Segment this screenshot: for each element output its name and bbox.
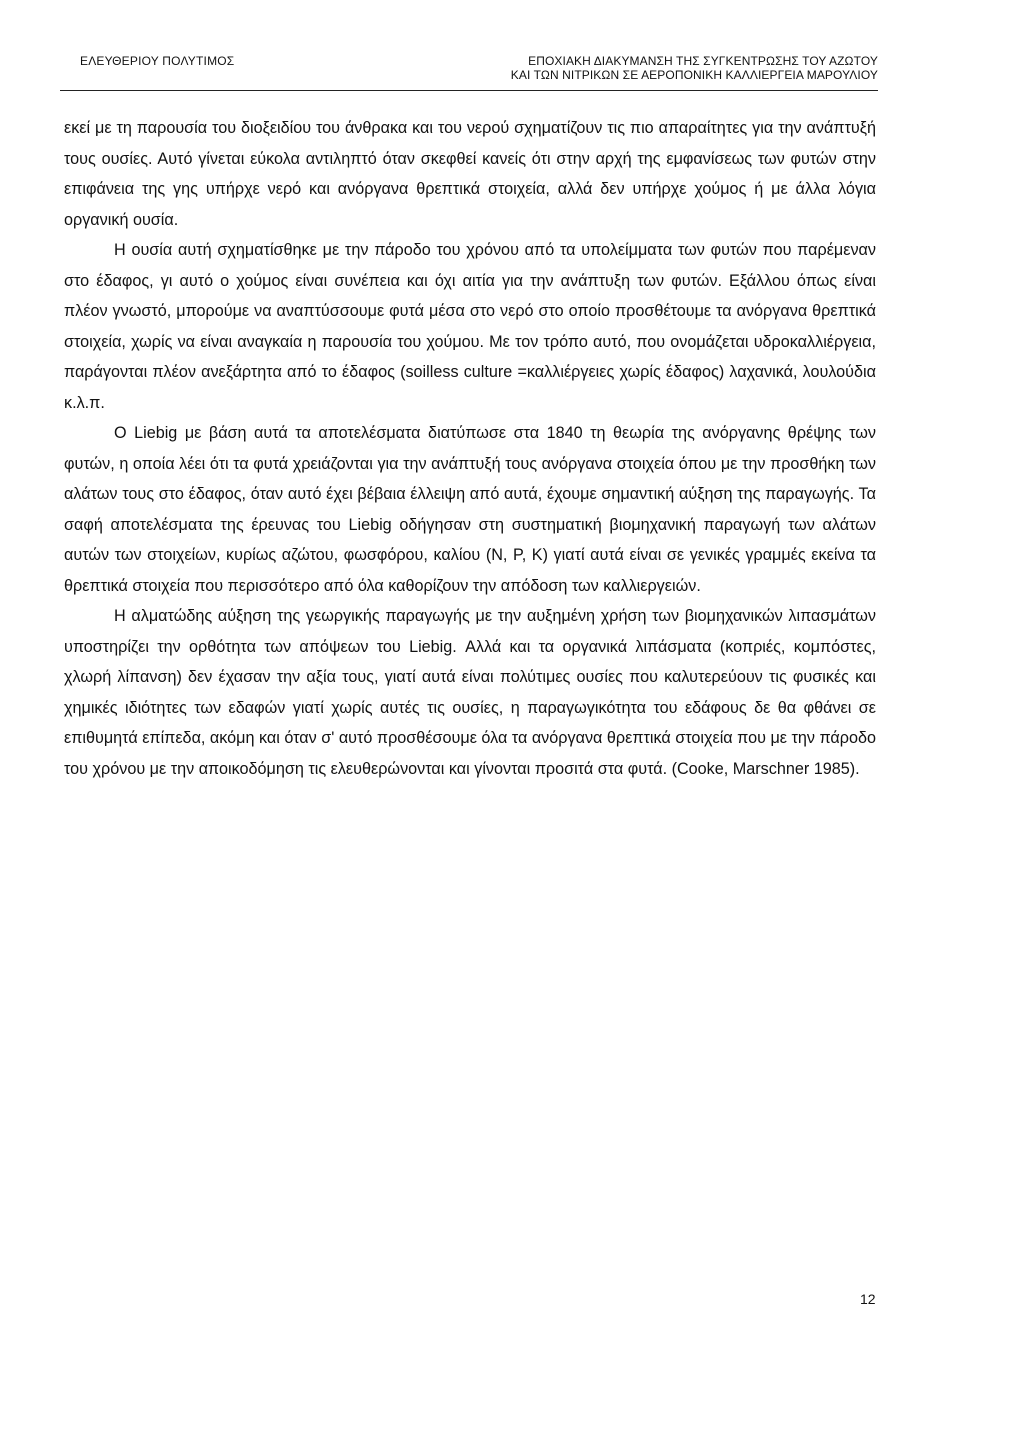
paragraph-1: εκεί με τη παρουσία του διοξειδίου του άνθρακα και του νερού σχηματίζουν τις πιο απαραίτητες για την ανάπτυξή τους ουσίες. Αυτό γίνεται εύκολα αντιληπτό όταν σκεφθεί κανείς ότι στην αρχή της εμφανίσεως των φυτών στην επιφάνεια της γης υπήρχε νερό και ανόργανα θρεπτικά στοιχεία, αλλά δεν υπήρχε χούμος ή με άλλα λόγια οργανική ουσία. bbox=[64, 119, 876, 229]
page-number: 12 bbox=[860, 1291, 876, 1307]
body-text bbox=[64, 113, 876, 784]
paragraph-4: Η αλματώδης αύξηση της γεωργικής παραγωγής με την αυξημένη χρήση των βιομηχανικών λιπασμάτων υποστηρίζει την ορθότητα των απόψεων του Liebig. Αλλά και τα οργανικά λιπάσματα (κοπριές, κομπόστες, χλωρή λίπανση) δεν έχασαν την αξία τους, γιατί αυτά είναι πολύτιμες ουσίες που καλυτερεύουν τις φυσικές και χημικές ιδιότητες των εδαφών γιατί χωρίς αυτές τις ουσίες, η παραγωγικότητα του εδάφους δε θα φθάνει σε επιθυμητά επίπεδα, ακόμη και όταν σ' αυτό προσθέσουμε όλα τα ανόργανα θρεπτικά στοιχεία που με την πάροδο του χρόνου με την αποικοδόμηση τις ελευθερώνονται και γίνονται προσιτά στα φυτά. (Cooke, Marschner 1985). bbox=[64, 607, 876, 778]
header-title-line-2: ΚΑΙ ΤΩΝ ΝΙΤΡΙΚΩΝ ΣΕ ΑΕΡΟΠΟΝΙΚΗ ΚΑΛΛΙΕΡΓΕΙΑ ΜΑΡΟΥΛΙΟΥ bbox=[510, 68, 878, 82]
header-divider bbox=[60, 90, 878, 91]
header-title-line-1: ΕΠΟΧΙΑΚΗ ΔΙΑΚΥΜΑΝΣΗ ΤΗΣ ΣΥΓΚΕΝΤΡΩΣΗΣ ΤΟΥ ΑΖΩΤΟΥ bbox=[528, 54, 878, 68]
header-title bbox=[511, 54, 878, 82]
header-author: ΕΛΕΥΘΕΡΙΟΥ ΠΟΛΥΤΙΜΟΣ bbox=[80, 54, 235, 68]
paragraph-3: Ο Liebig με βάση αυτά τα αποτελέσματα διατύπωσε στα 1840 τη θεωρία της ανόργανης θρέψης των φυτών, η οποία λέει ότι τα φυτά χρειάζονται για την ανάπτυξή τους ανόργανα στοιχεία όπου με την προσθήκη των αλάτων τους στο έδαφος, όταν αυτό έχει βέβαια έλλειψη από αυτά, έχουμε σημαντική αύξηση της παραγωγής. Τα σαφή αποτελέσματα της έρευνας του Liebig οδήγησαν στη συστηματική βιομηχανική παραγωγή των αλάτων αυτών των στοιχείων, κυρίως αζώτου, φωσφόρου, καλίου (N, P, K) γιατί αυτά είναι σε γενικές γραμμές εκείνα τα θρεπτικά στοιχεία που περισσότερο από όλα καθορίζουν την απόδοση των καλλιεργειών. bbox=[64, 424, 876, 595]
paragraph-2: Η ουσία αυτή σχηματίσθηκε με την πάροδο του χρόνου από τα υπολείμματα των φυτών που παρέμεναν στο έδαφος, γι αυτό ο χούμος είναι συνέπεια και όχι αιτία για την ανάπτυξη των φυτών. Εξάλλου όπως είναι πλέον γνωστό, μπορούμε να αναπτύσσουμε φυτά μέσα στο νερό στο οποίο προσθέτουμε τα ανόργανα θρεπτικά στοιχεία, χωρίς να είναι αναγκαία η παρουσία του χούμου. Με τον τρόπο αυτό, που ονομάζεται υδροκαλλιέργεια, παράγονται πλέον ανεξάρτητα από το έδαφος (soilless culture =καλλιέργειες χωρίς έδαφος) λαχανικά, λουλούδια κ.λ.π. bbox=[64, 241, 876, 412]
